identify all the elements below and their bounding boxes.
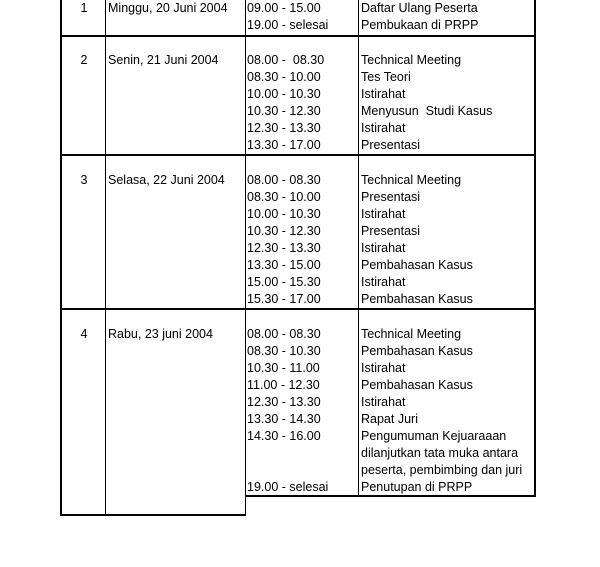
activity-cell: Istirahat xyxy=(361,241,406,255)
day-number: 1 xyxy=(80,1,88,15)
time-cell: 08.00 - 08.30 xyxy=(247,327,321,341)
time-cell: 10.30 - 11.00 xyxy=(247,361,320,375)
row-separator-1 xyxy=(60,35,536,37)
activity-cell: Technical Meeting xyxy=(361,173,462,187)
time-cell: 11.00 - 12.30 xyxy=(247,378,320,392)
day-date: Minggu, 20 Juni 2004 xyxy=(108,1,228,15)
day-date: Rabu, 23 juni 2004 xyxy=(108,327,213,341)
activity-cell: Presentasi xyxy=(361,224,421,238)
column-divider-day xyxy=(105,0,106,515)
time-cell: 13.30 - 17.00 xyxy=(247,138,321,152)
activity-cell: Pengumuman Kejuaraaan xyxy=(361,429,507,443)
activity-cell: Pembahasan Kasus xyxy=(361,344,473,358)
column-divider-activity xyxy=(358,0,359,496)
time-cell: 12.30 - 13.30 xyxy=(247,121,321,135)
activity-cell: dilanjutkan tata muka antara xyxy=(361,446,519,460)
time-cell: 08.30 - 10.30 xyxy=(247,344,321,358)
activity-cell: Istirahat xyxy=(361,121,406,135)
time-cell: 12.30 - 13.30 xyxy=(247,241,321,255)
time-cell: 09.00 - 15.00 xyxy=(247,1,321,15)
day-number: 2 xyxy=(80,53,88,67)
activity-cell: Technical Meeting xyxy=(361,53,462,67)
day-number: 3 xyxy=(80,173,88,187)
day-number: 4 xyxy=(80,327,88,341)
time-cell: 14.30 - 16.00 xyxy=(247,429,321,443)
day-date: Senin, 21 Juni 2004 xyxy=(108,53,219,67)
time-cell: 10.00 - 10.30 xyxy=(247,207,321,221)
time-cell: 13.30 - 15.00 xyxy=(247,258,321,272)
time-cell: 08.30 - 10.00 xyxy=(247,70,321,84)
activity-cell: Presentasi xyxy=(361,138,421,152)
activity-cell: Technical Meeting xyxy=(361,327,462,341)
activity-cell: Istirahat xyxy=(361,207,406,221)
activity-cell: Pembahasan Kasus xyxy=(361,292,473,306)
time-cell: 10.30 - 12.30 xyxy=(247,104,321,118)
time-cell: 19.00 - selesai xyxy=(247,480,329,494)
activity-cell: Istirahat xyxy=(361,87,406,101)
activity-cell: peserta, pembimbing dan juri xyxy=(361,463,523,477)
row-separator-3 xyxy=(60,308,536,310)
time-cell: 08.00 - 08.30 xyxy=(247,173,321,187)
table-border-right xyxy=(534,0,536,497)
table-border-left xyxy=(60,0,62,516)
activity-cell: Menyusun Studi Kasus xyxy=(361,104,493,118)
activity-cell: Rapat Juri xyxy=(361,412,418,426)
time-cell: 13.30 - 14.30 xyxy=(247,412,321,426)
activity-cell: Daftar Ulang Peserta xyxy=(361,1,478,15)
time-cell: 15.00 - 15.30 xyxy=(247,275,321,289)
time-cell: 10.30 - 12.30 xyxy=(247,224,321,238)
activity-cell: Istirahat xyxy=(361,361,406,375)
time-cell: 12.30 - 13.30 xyxy=(247,395,321,409)
time-cell: 08.00 - 08.30 xyxy=(247,53,325,67)
activity-cell: Pembukaan di PRPP xyxy=(361,18,479,32)
activity-cell: Pembahasan Kasus xyxy=(361,378,473,392)
time-cell: 10.00 - 10.30 xyxy=(247,87,321,101)
row-separator-2 xyxy=(60,154,536,156)
table-bottom-left xyxy=(60,514,246,516)
time-cell: 19.00 - selesai xyxy=(247,18,329,32)
activity-cell: Istirahat xyxy=(361,395,406,409)
activity-cell: Pembahasan Kasus xyxy=(361,258,473,272)
time-cell: 15.30 - 17.00 xyxy=(247,292,321,306)
column-divider-time xyxy=(245,0,246,516)
activity-cell: Presentasi xyxy=(361,190,421,204)
day-date: Selasa, 22 Juni 2004 xyxy=(108,173,225,187)
activity-cell: Tes Teori xyxy=(361,70,411,84)
activity-cell: Istirahat xyxy=(361,275,406,289)
activity-cell: Penutupan di PRPP xyxy=(361,480,473,494)
time-cell: 08.30 - 10.00 xyxy=(247,190,321,204)
